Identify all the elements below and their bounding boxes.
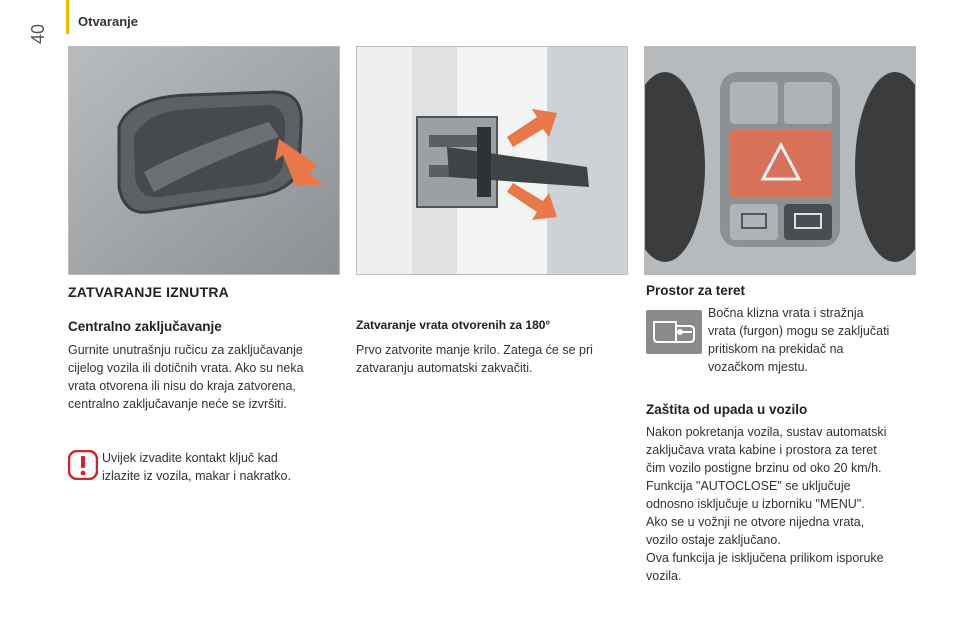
cargo-text: Bočna klizna vrata i stražnja vrata (furgon) mogu se zaključati pritiskom na prekidač na vozačkom mjestu. [708,306,890,374]
section-accent-bar [66,0,69,34]
heading-180-door: Zatvaranje vrata otvorenih za 180° [356,318,551,332]
heading-cargo: Prostor za teret [646,283,746,298]
subheading-central-locking: Centralno zaključavanje [68,319,222,334]
door-180-text: Prvo zatvorite manje krilo. Zatega će se pri zatvaranju automatski zakvačiti. [356,343,593,375]
heading-interior-locking: ZATVARANJE IZNUTRA [68,284,229,300]
console-photo [644,46,916,275]
central-locking-text: Gurnite unutrašnju ručicu za zaključavanje cijelog vozila ili dotičnih vrata. Ako su neka vrata otvorena ili nisu do kraja zatvorena, centralno zaključavanje neće se izvršiti. [68,343,304,411]
subheading-anti-intrusion: Zaštita od upada u vozilo [646,402,808,417]
anti-intrusion-text: Nakon pokretanja vozila, sustav automatski zaključava vrata kabine i prostora za teret čim vozilo postigne brzinu od oko 20 km/h. Funkcija "AUTOCLOSE" se uključuje odnosno isključuje u izborniku "MENU". Ako se u vožnji ne otvore nijedna vrata, vozilo ostaje zaključano. Ova funkcija je isključena prilikom isporuke vozila. [646,425,887,583]
cargo-lock-icon [646,310,702,354]
door-handle-photo [68,46,340,275]
page-number: 40 [28,23,48,44]
hazard-button [730,130,832,198]
section-title: Otvaranje [78,14,138,29]
hinge-photo [356,46,628,275]
warning-icon [68,450,98,480]
warning-text: Uvijek izvadite kontakt ključ kad izlazite iz vozila, makar i nakratko. [102,451,291,483]
